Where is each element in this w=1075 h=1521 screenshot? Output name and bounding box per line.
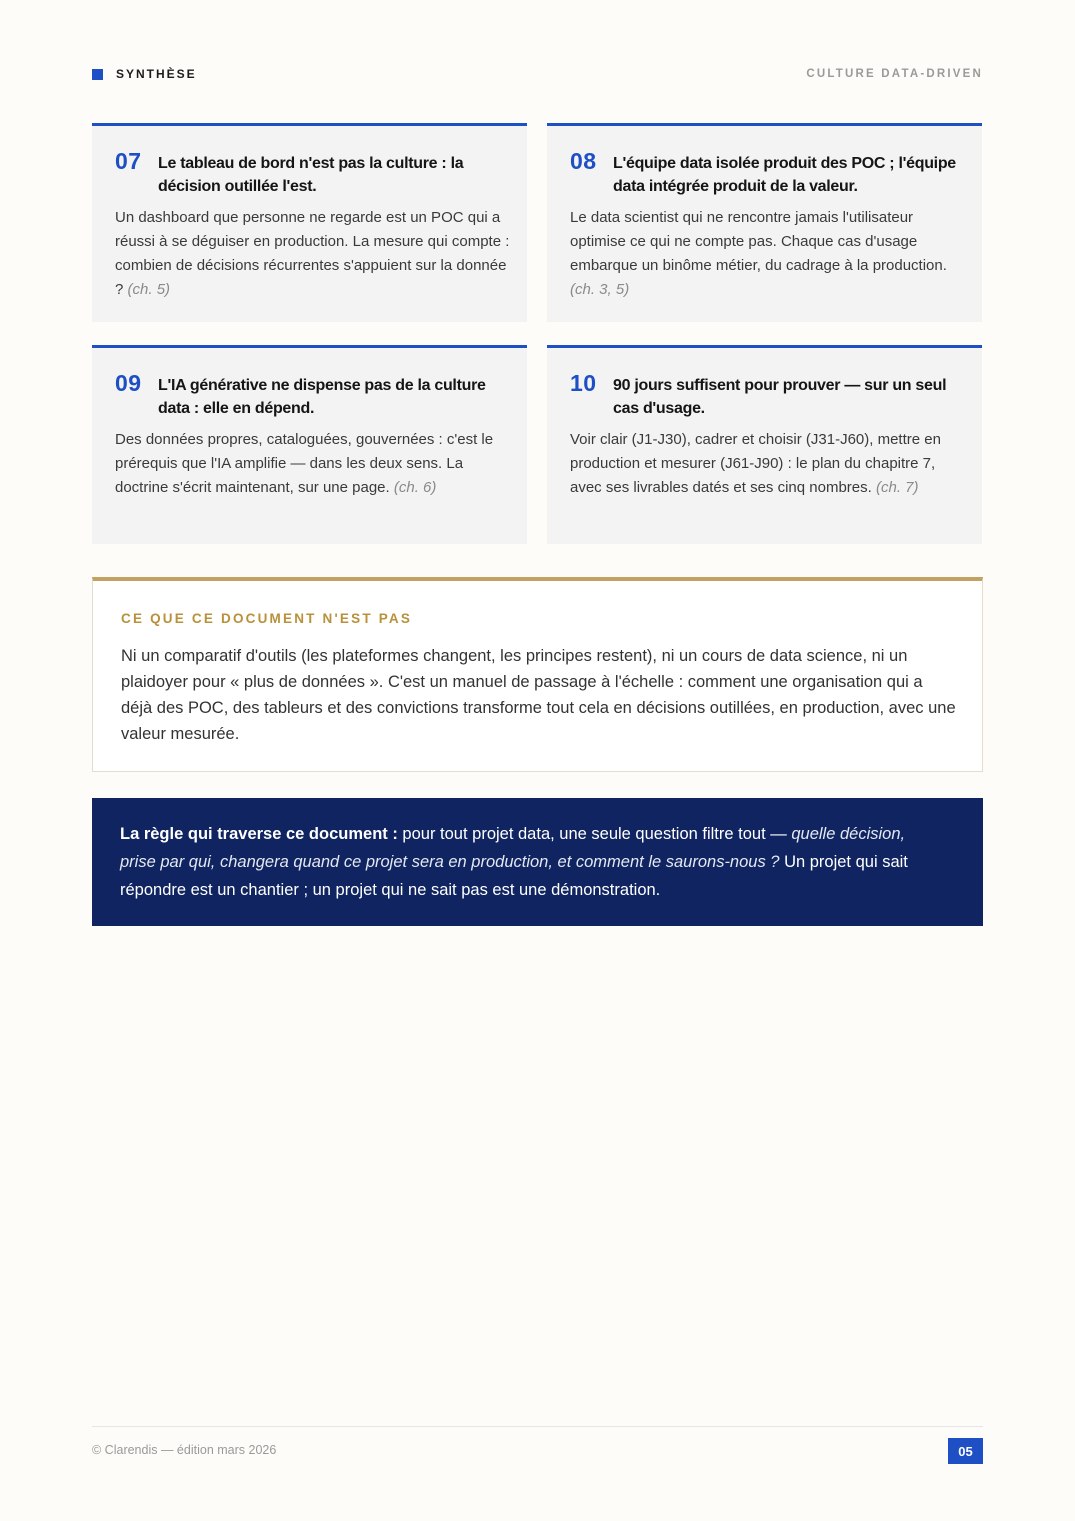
scope-disclaimer-box [92, 577, 983, 772]
card-number: 08 [570, 148, 597, 174]
footer-copyright: © Clarendis — édition mars 2026 [92, 1443, 277, 1457]
summary-card-08 [547, 123, 982, 322]
chapter-reference: (ch. 7) [875, 479, 919, 496]
summary-card-10 [547, 345, 982, 544]
disclaimer-text: Ni un comparatif d'outils (les plateformes changent, les principes restent), ni un cours de data science, ni un plaidoyer pour « plus de données ». C'est un manuel de passage à l'échelle : comment une organisation qui a déjà des POC, des tableurs et des convictions transforme tout cela en décisions outillées, en production, avec une valeur mesurée. [121, 647, 956, 743]
card-body [115, 206, 510, 302]
card-body [115, 428, 510, 500]
card-body-text: Voir clair (J1-J30), cadrer et choisir (J31-J60), mettre en production et mesurer (J61-J90) : le plan du chapitre 7, avec ses livrables datés et ses cinq nombres. [570, 431, 941, 496]
summary-card-07 [92, 123, 527, 322]
chapter-reference: (ch. 6) [393, 479, 437, 496]
card-title: Le tableau de bord n'est pas la culture : la décision outillée l'est. [158, 155, 464, 195]
rule-question: quelle décision, prise par qui, changera quand ce projet sera en production, et comment le saurons-nous ? [120, 825, 906, 871]
section-title: SYNTHÈSE [116, 67, 197, 81]
card-number: 09 [115, 370, 142, 396]
card-title: L'équipe data isolée produit des POC ; l'équipe data intégrée produit de la valeur. [613, 155, 956, 195]
card-body [570, 206, 965, 302]
rule-lead: La règle qui traverse ce document : [120, 825, 398, 843]
card-title: L'IA générative ne dispense pas de la culture data : elle en dépend. [158, 377, 486, 417]
card-body-text: Le data scientist qui ne rencontre jamais l'utilisateur optimise ce qui ne compte pas. Chaque cas d'usage embarque un binôme métier, du cadrage à la production. [570, 209, 947, 274]
card-body-text: Un dashboard que personne ne regarde est un POC qui a réussi à se déguiser en production. La mesure qui compte : combien de décisions récurrentes s'appuient sur la donnée ? [115, 209, 510, 298]
section-square-icon [92, 69, 103, 80]
card-body [570, 428, 965, 500]
page-number-badge: 05 [948, 1438, 983, 1464]
card-number: 10 [570, 370, 597, 396]
rule-text-part2: Un projet qui sait répondre est un chantier ; un projet qui ne sait pas est une démonstration. [120, 853, 908, 899]
footer-divider [92, 1426, 983, 1427]
chapter-reference: (ch. 5) [127, 281, 171, 298]
card-number: 07 [115, 148, 142, 174]
document-topic: CULTURE DATA-DRIVEN [806, 68, 983, 80]
summary-card-09 [92, 345, 527, 544]
rule-text-part1: pour tout projet data, une seule question filtre tout — [397, 825, 792, 843]
card-title: 90 jours suffisent pour prouver — sur un seul cas d'usage. [613, 377, 947, 417]
rule-text [120, 820, 940, 904]
page-header [92, 67, 983, 83]
chapter-reference: (ch. 3, 5) [570, 281, 630, 298]
section-marker [92, 67, 197, 81]
card-body-text: Des données propres, cataloguées, gouvernées : c'est le prérequis que l'IA amplifie — dans les deux sens. La doctrine s'écrit maintenant, sur une page. [115, 431, 494, 496]
disclaimer-label: CE QUE CE DOCUMENT N'EST PAS [121, 611, 413, 626]
guiding-rule-box [92, 798, 983, 926]
